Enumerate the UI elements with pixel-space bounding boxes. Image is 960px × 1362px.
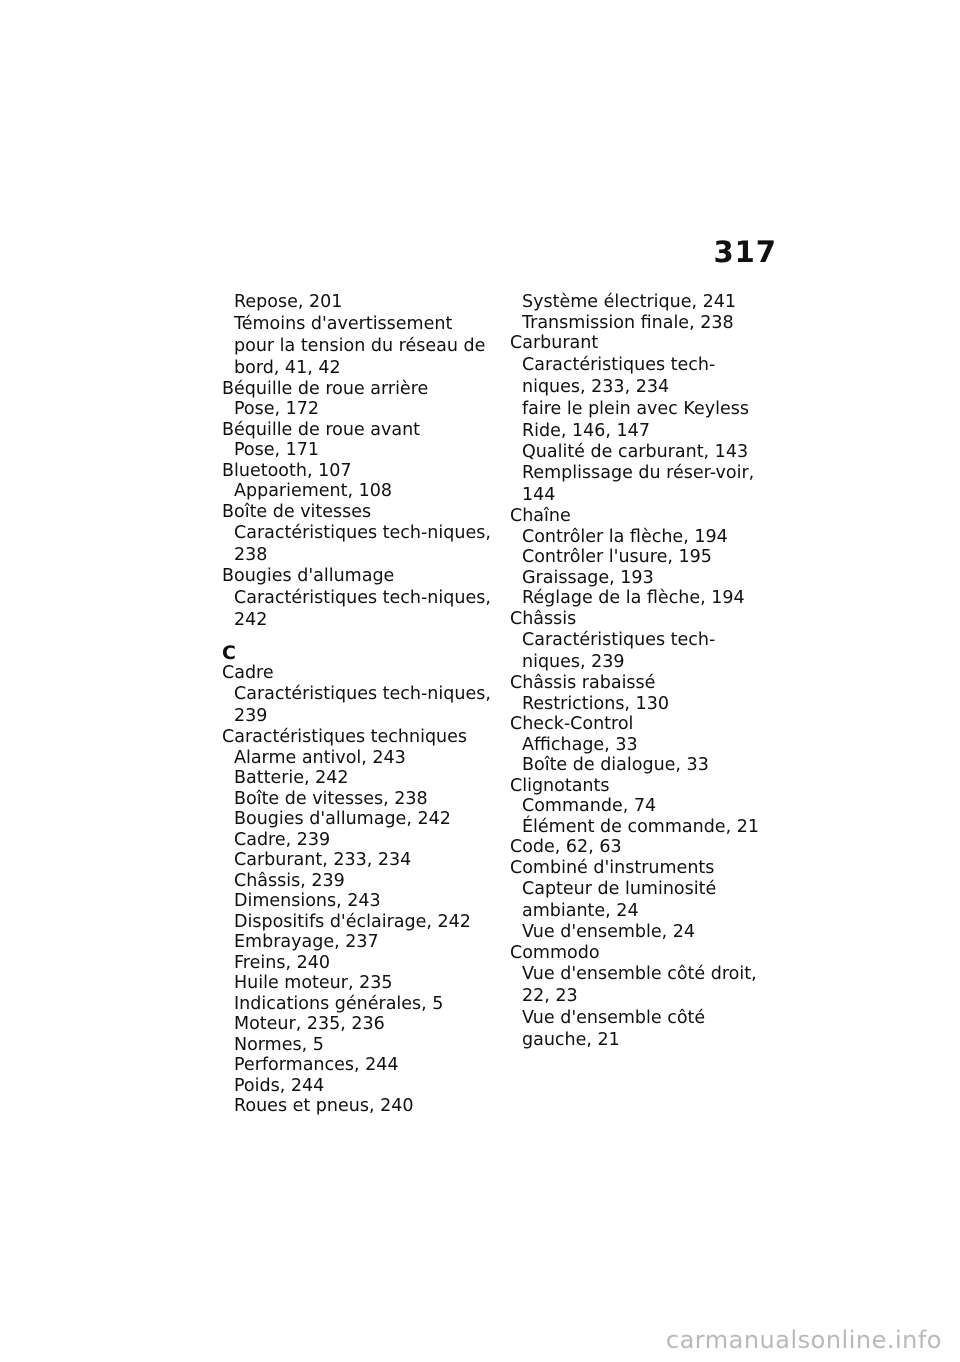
index-column-left [222,292,497,1117]
page-number: 317 [713,235,777,269]
index-entry: Vue d'ensemble côté gauche, 21 [522,1008,706,1050]
index-heading: Commodo [510,942,600,963]
index-entry: Transmission finale, 238 [522,312,734,333]
index-heading: Bluetooth, 107 [222,460,352,481]
index-entry: Graissage, 193 [522,567,654,588]
index-entry: Dispositifs d'éclairage, 242 [234,911,471,932]
index-entry: Élément de commande, 21 [522,816,759,837]
index-entry: Huile moteur, 235 [234,973,393,993]
index-entry: Embrayage, 237 [234,932,379,952]
index-heading: Combiné d'instruments [510,857,715,878]
index-heading: Châssis [510,608,577,629]
index-heading: Boîte de vitesses [222,501,372,522]
index-heading: Béquille de roue avant [222,419,421,440]
index-column-right [510,292,772,1051]
index-entry: Repose, 201 [234,292,343,312]
index-heading: Châssis rabaissé [510,673,656,693]
index-entry: Boîte de dialogue, 33 [522,755,709,775]
index-entry: Cadre, 239 [234,829,331,850]
index-entry: Carburant, 233, 234 [234,850,412,870]
index-entry: faire le plein avec Keyless Ride, 146, 147 [522,398,749,441]
index-heading: Check-Control [510,714,634,734]
index-entry: Capteur de luminosité ambiante, 24 [522,879,717,921]
index-entry: Pose, 171 [234,440,320,460]
index-entry: Contrôler l'usure, 195 [522,547,712,567]
index-heading: Clignotants [510,775,610,796]
index-entry: Caractéristiques tech-niques, 233, 234 [522,354,716,397]
index-heading: Code, 62, 63 [510,837,622,857]
index-entry: Appariement, 108 [234,481,393,501]
index-entry: Remplissage du réser-voir, 144 [522,463,755,505]
index-entry: Normes, 5 [234,1034,324,1055]
index-heading: Chaîne [510,506,571,526]
index-entry: Poids, 244 [234,1075,325,1096]
index-entry: Qualité de carburant, 143 [522,441,749,462]
index-entry: Vue d'ensemble côté droit, 22, 23 [522,964,757,1006]
index-entry: Boîte de vitesses, 238 [234,788,428,809]
index-entry: Système électrique, 241 [522,292,737,312]
index-entry: Témoins d'avertissement pour la tension du réseau de bord, 41, 42 [234,313,486,378]
index-heading: Carburant [510,333,599,353]
index-entry: Contrôler la flèche, 194 [522,526,728,547]
index-entry: Indications générales, 5 [234,993,444,1014]
index-entry: Affichage, 33 [522,734,638,755]
index-letter-heading: C [222,641,236,664]
index-entry: Caractéristiques tech-niques, 239 [234,684,491,726]
index-heading: Béquille de roue arrière [222,378,429,399]
watermark: carmanualsonline.info [665,1326,942,1354]
index-entry: Dimensions, 243 [234,891,381,911]
index-entry: Pose, 172 [234,399,320,419]
index-entry: Caractéristiques tech-niques, 242 [234,587,491,630]
index-entry: Vue d'ensemble, 24 [522,922,696,942]
index-entry: Commande, 74 [522,796,657,816]
index-entry: Caractéristiques tech-niques, 238 [234,523,491,565]
index-entry: Performances, 244 [234,1055,399,1075]
index-entry: Bougies d'allumage, 242 [234,809,451,829]
index-entry: Freins, 240 [234,952,330,973]
index-heading: Cadre [222,662,274,683]
index-entry: Réglage de la flèche, 194 [522,588,745,608]
index-entry: Batterie, 242 [234,768,349,788]
index-entry: Alarme antivol, 243 [234,747,406,768]
index-entry: Caractéristiques tech-niques, 239 [522,630,716,672]
index-entry: Restrictions, 130 [522,693,669,714]
index-entry: Châssis, 239 [234,870,345,891]
index-heading: Bougies d'allumage [222,566,395,586]
index-entry: Moteur, 235, 236 [234,1014,385,1034]
index-entry: Roues et pneus, 240 [234,1096,414,1116]
index-heading: Caractéristiques techniques [222,727,468,747]
